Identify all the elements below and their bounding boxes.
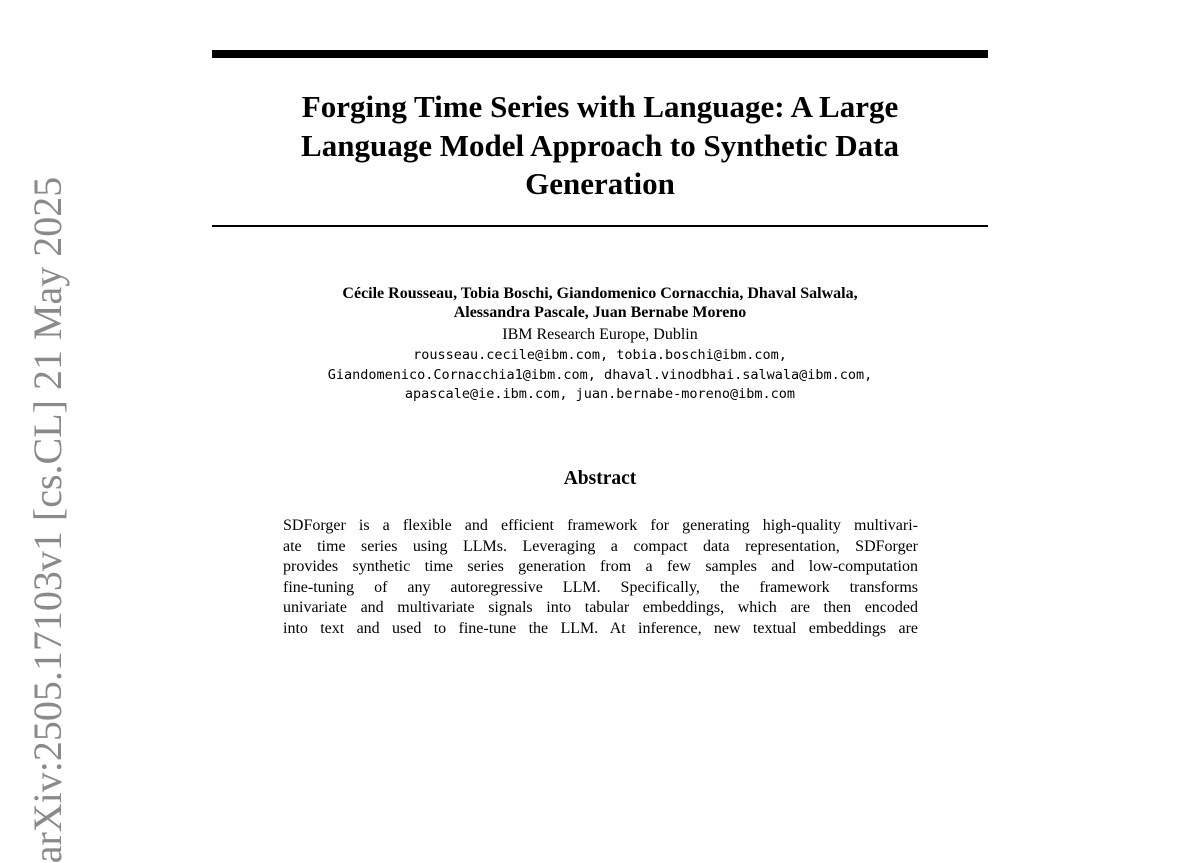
abstract-body — [283, 516, 918, 639]
title-bottom-rule — [212, 225, 988, 227]
abstract-line: fine-tuning of any autoregressive LLM. Specifically, the framework transforms — [283, 578, 918, 596]
author-list — [212, 284, 988, 322]
title-line: Generation — [525, 166, 675, 201]
arxiv-identifier-stamp: arXiv:2505.17103v1 [cs.CL] 21 May 2025 — [25, 176, 70, 863]
title-line: Language Model Approach to Synthetic Data — [301, 127, 899, 163]
affiliation: IBM Research Europe, Dublin — [502, 326, 698, 343]
abstract-line: ate time series using LLMs. Leveraging a compact data representation, SDForger — [283, 537, 918, 555]
email-line: rousseau.cecile@ibm.com, tobia.boschi@ibm.com, — [413, 347, 787, 363]
author-line: Alessandra Pascale, Juan Bernabe Moreno — [453, 304, 747, 321]
abstract-line: provides synthetic time series generation from a few samples and low-computation — [283, 558, 918, 575]
author-line: Cécile Rousseau, Tobia Boschi, Giandomenico Cornacchia, Dhaval Salwala, — [342, 285, 858, 302]
email-line: Giandomenico.Cornacchia1@ibm.com, dhaval.vinodbhai.salwala@ibm.com, — [327, 366, 873, 383]
paper-title — [212, 88, 988, 204]
abstract-line: into text and used to fine-tune the LLM. At inference, new textual embeddings are — [283, 619, 918, 637]
abstract-line: univariate and multivariate signals into tabular embeddings, which are then encoded — [283, 599, 918, 616]
title-line: Forging Time Series with Language: A Large — [301, 89, 899, 124]
abstract-line: SDForger is a flexible and efficient framework for generating high-quality multivari- — [283, 517, 918, 534]
author-emails — [150, 346, 1050, 405]
title-top-rule — [212, 50, 988, 58]
abstract-heading: Abstract — [563, 468, 637, 489]
email-line: apascale@ie.ibm.com, juan.bernabe-moreno@ibm.com — [404, 386, 796, 402]
